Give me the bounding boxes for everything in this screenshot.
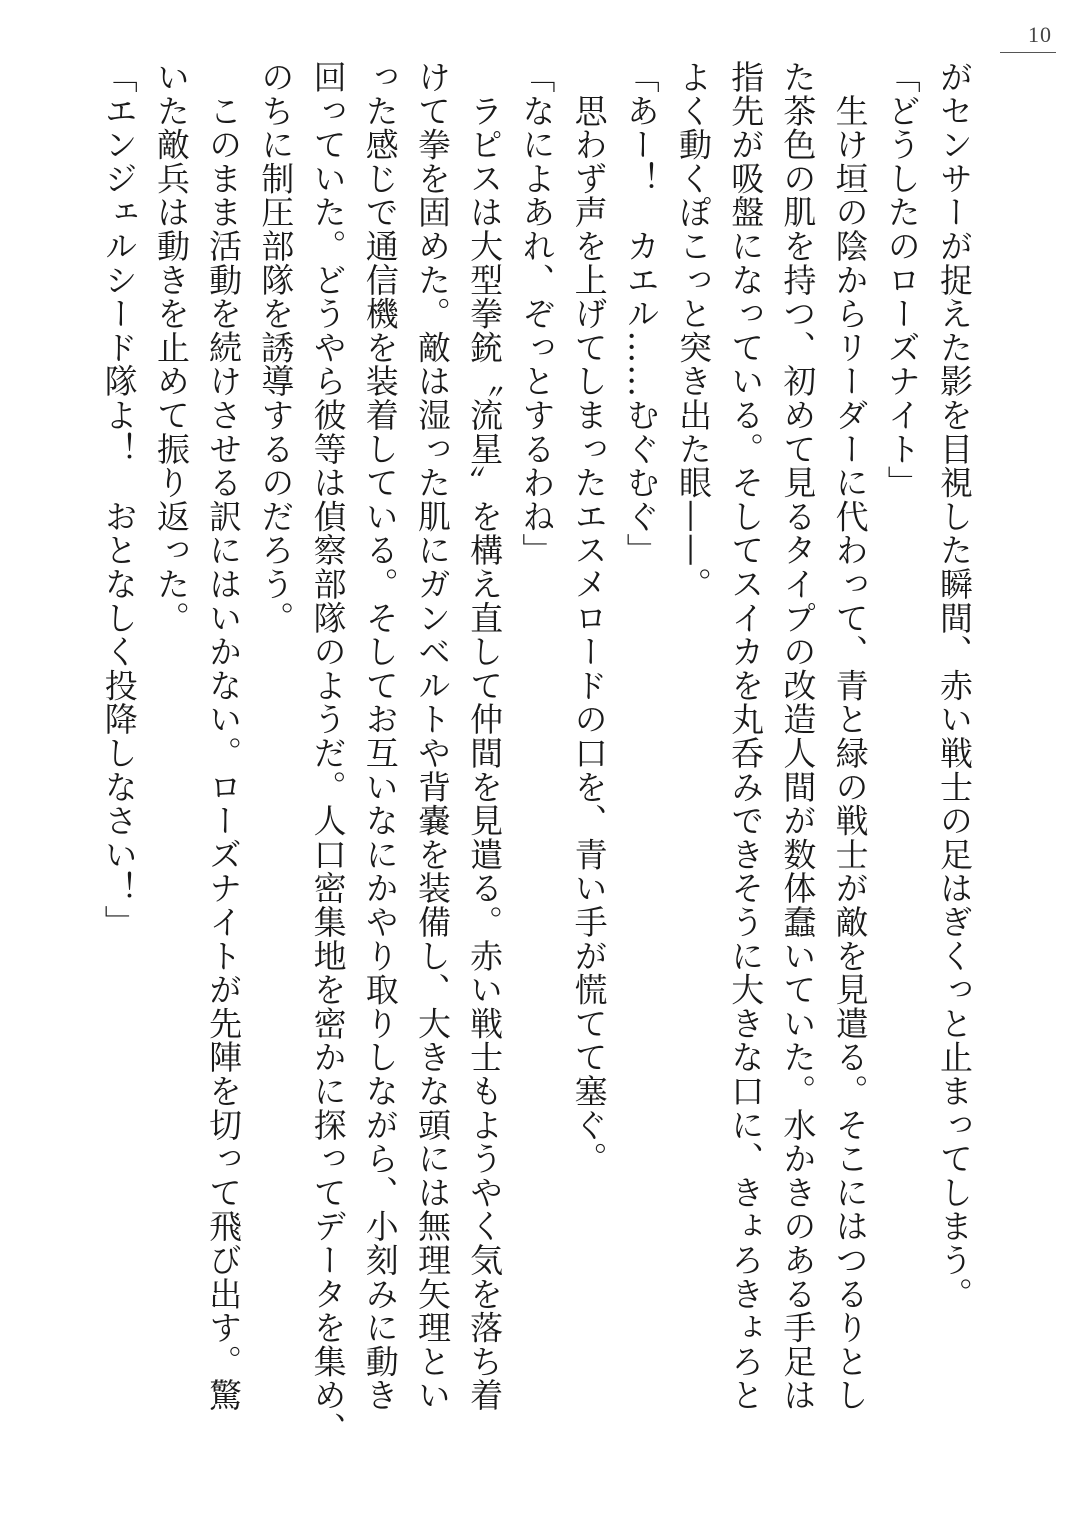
text-line: 思わず声を上げてしまったエスメロードの口を、青い手が慌てて塞ぐ。 [569, 60, 609, 1176]
text-line: 回っていた。どうやら彼等は偵察部隊のようだ。人口密集地を密かに探ってデータを集め、 [308, 60, 348, 1446]
text-line: このまま活動を続けさせる訳にはいかない。ローズナイトが先陣を切って飛び出す。驚 [204, 60, 244, 1412]
text-line: た茶色の肌を持つ、初めて見るタイプの改造人間が数体蠢いていた。水かきのある手足は [778, 60, 818, 1412]
text-line: 「どうしたのローズナイト」 [882, 60, 922, 500]
text-line: 指先が吸盤になっている。そしてスイカを丸呑みできそうに大きな口に、きょろきょろと [726, 60, 766, 1412]
text-line: がセンサーが捉えた影を目視した瞬間、赤い戦士の足はぎくっと止まってしまう。 [935, 60, 974, 1311]
text-line: 「なによあれ、ぞっとするわね」 [517, 60, 557, 567]
text-line: 生け垣の陰からリーダーに代わって、青と緑の戦士が敵を見遣る。そこにはつるりとし [830, 60, 870, 1412]
text-line: のちに制圧部隊を誘導するのだろう。 [256, 60, 296, 635]
vertical-text-body [60, 60, 980, 1480]
text-line: 「エンジェルシード隊よ！ おとなしく投降しなさい！」 [99, 60, 139, 939]
text-line: よく動くぽこっと突き出た眼——。 [673, 60, 713, 601]
page-number: 10 [1028, 22, 1052, 47]
text-line: ラピスは大型拳銃〝流星〟を構え直して仲間を見遣る。赤い戦士もようやく気を落ち着 [465, 60, 505, 1412]
text-line: いた敵兵は動きを止めて振り返った。 [151, 60, 191, 635]
text-line: った感じで通信機を装着している。そしてお互いなにかやり取りしながら、小刻みに動き [360, 60, 400, 1412]
text-line: 「あー！ カエル……むぐむぐ」 [621, 60, 661, 567]
page-number-rule [1000, 52, 1056, 53]
text-line: けて拳を固めた。敵は湿った肌にガンベルトや背嚢を装備し、大きな頭には無理矢理とい [412, 60, 452, 1412]
